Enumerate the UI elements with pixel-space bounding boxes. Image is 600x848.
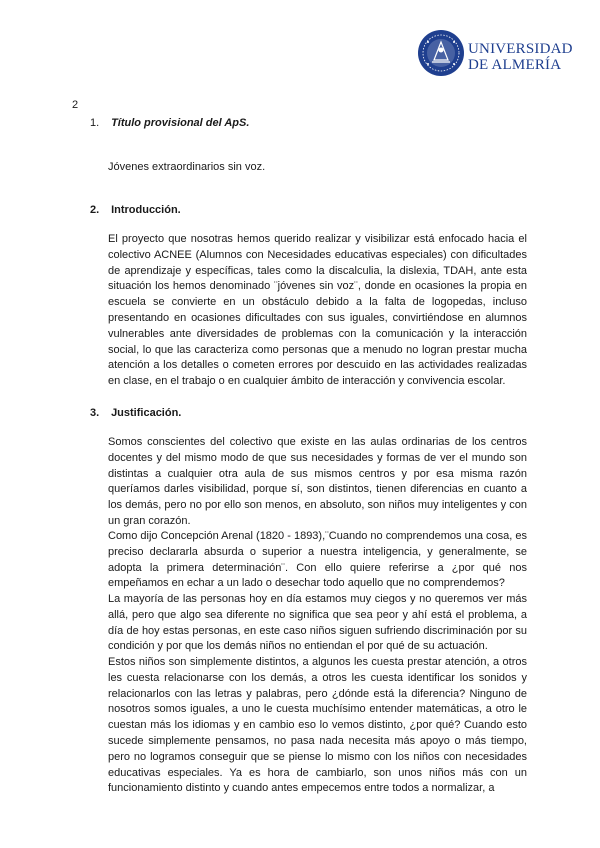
- section-3-paragraph-4: Estos niños son simplemente distintos, a algunos les cuesta prestar atención, a otros les cuesta relacionarse con los demás, a otros les cuesta identificar los sonidos y relacionarlos con las letras y palabras, pero ¿dónde está la diferencia? Ninguno de nosotros somos iguales, a uno le cuesta muchísimo entender matemáticas, a otro le cuestan más los idiomas y en cambio eso lo vemos distinto, ¿por qué? Cuando esto sucede simplemente pensamos, no pasa nada necesita más apoyo o más tiempo, pero no logramos conseguir que se piense lo mismo con los niños con necesidades educativas especiales. Ya es hora de cambiarlo, son unos niños más con un funcionamiento distinto y cuando antes empecemos entre todos a normalizar, a: [108, 656, 527, 795]
- page-number: 2: [72, 99, 79, 111]
- logo-line-1: UNIVERSIDAD: [468, 41, 573, 57]
- university-seal-icon: [416, 28, 466, 78]
- section-1-number: 1.: [90, 117, 100, 129]
- section-3-paragraph-3: La mayoría de las personas hoy en día estamos muy ciegos y no queremos ver más allá, pero que algo sea diferente no significa que sea peor y ahí está el problema, a día de hoy estas personas, en este caso niños siguen sufriendo discriminación por su condición y por que los demás niños no entiendan el por qué de su actuación.: [108, 593, 527, 653]
- section-3-heading: [90, 407, 181, 419]
- section-3-paragraph-2: Como dijo Concepción Arenal (1820 - 1893),¨Cuando no comprendemos una cosa, es preciso declararla absurda o superior a nuestra inteligencia, y generalmente, se adopta la primera determinación¨. Con ello quiere referirse a ¿por qué nos empeñamos en echar a un lado o desechar todo aquello que no comprendemos?: [108, 530, 527, 590]
- logo-line-2: DE ALMERÍA: [468, 57, 562, 73]
- section-3-title: Justificación.: [111, 407, 182, 419]
- section-2-heading: [90, 204, 181, 216]
- section-2-title: Introducción.: [111, 204, 181, 216]
- section-2-body: El proyecto que nosotras hemos querido realizar y visibilizar está enfocado hacia el colectivo ACNEE (Alumnos con Necesidades educativas especiales) con dificultades de aprendizaje y específicas, tales como la discalculia, la dislexia, TDAH, ante esta situación los hemos denominado ¨jóvenes sin voz¨, donde en ocasiones la propia en escuela se convierte en un obstáculo debido a la falta de logopedas, incluso presentando en ocasiones dificultades con sus iguales, convirtiéndose en alumnos vulnerables ante diversidades de problemas con la comunicación y la interacción social, lo que las caracteriza como personas que a menudo no logran prestar mucha atención a los detalles o cometen errores por descuido en las actividades realizadas en clase, en el trabajo o en cualquier ámbito de interacción y convivencia escolar.: [108, 233, 527, 388]
- section-1-title: Título provisional del ApS.: [111, 117, 250, 129]
- section-2-number: 2.: [90, 204, 100, 216]
- university-wordmark: [468, 41, 573, 73]
- university-logo: [416, 28, 576, 80]
- section-1-body: Jóvenes extraordinarios sin voz.: [108, 161, 266, 173]
- section-3-number: 3.: [90, 407, 100, 419]
- section-3-paragraph-1: Somos conscientes del colectivo que existe en las aulas ordinarias de los centros docentes y del mismo modo de que sus necesidades y formas de ver el mundo son distintas a cualquier otra aula de sus mismos centros y por esa misma razón queríamos darles visibilidad, porque sí, son distintos, tienen diferencias en cuanto a los demás, pero no por ello son menos, en absoluto, son niños muy inteligentes y con un gran corazón.: [108, 436, 527, 527]
- section-1-heading: [90, 117, 249, 129]
